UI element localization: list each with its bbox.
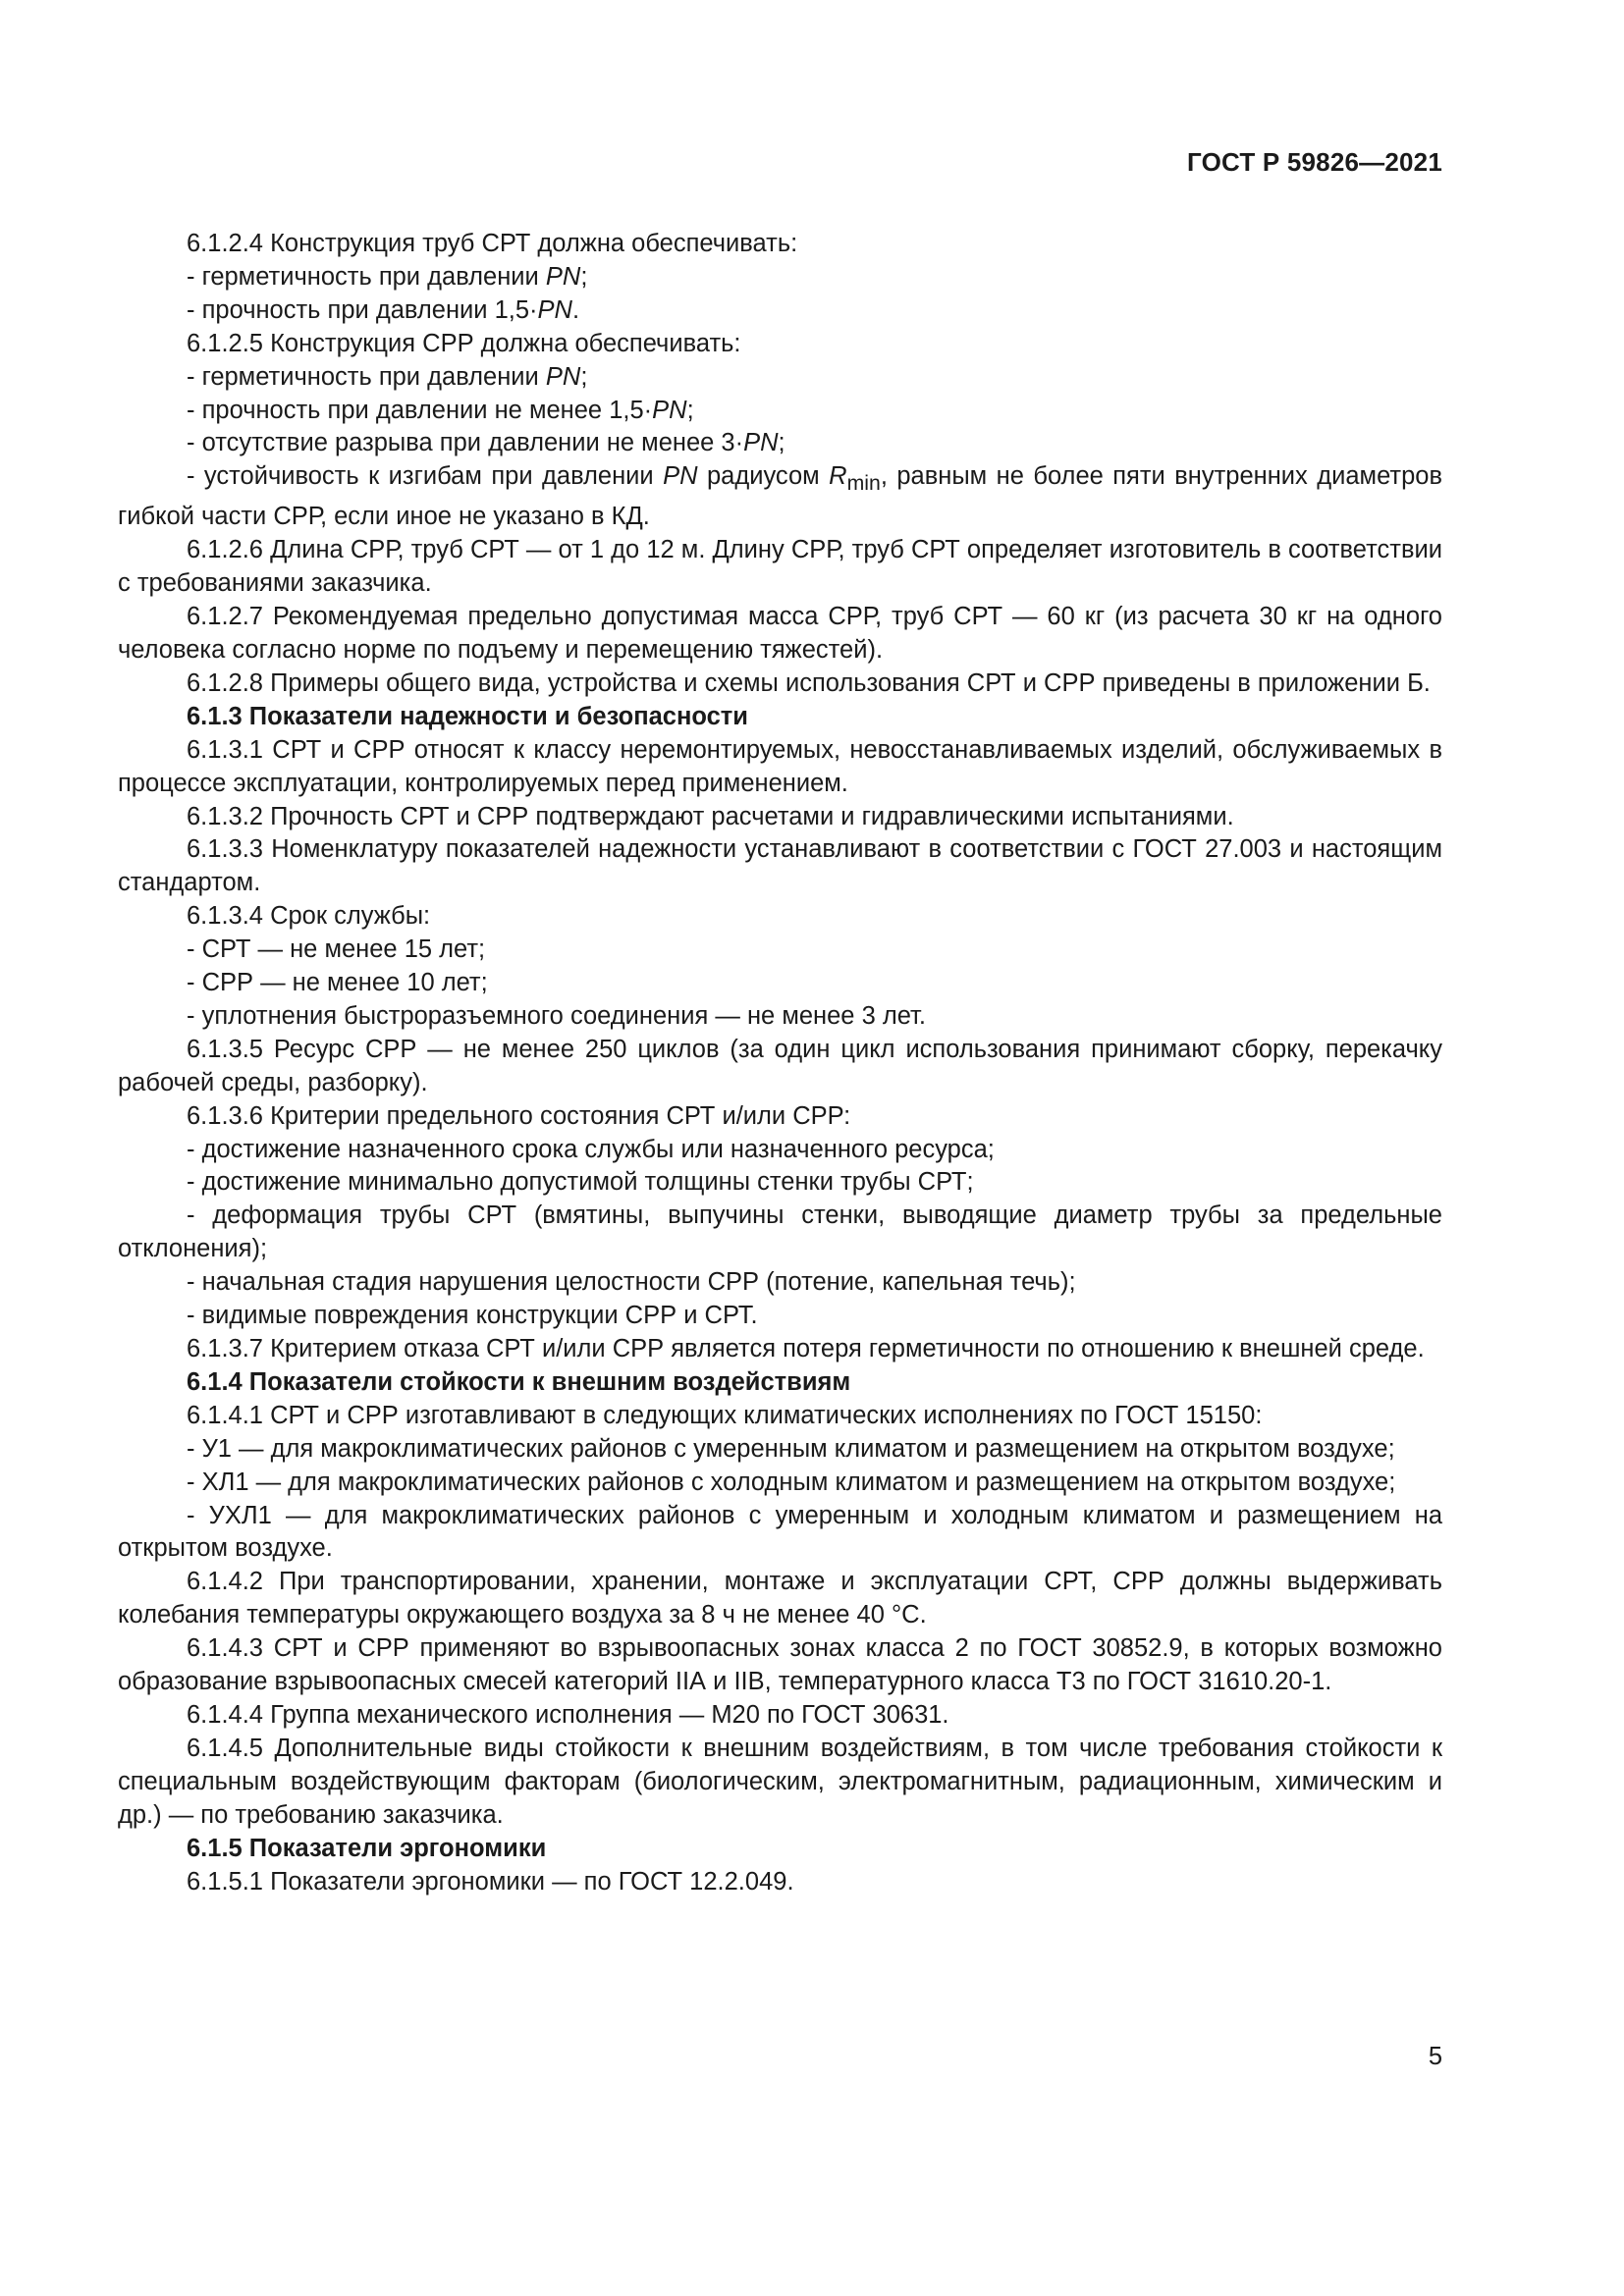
paragraph: - достижение назначенного срока службы или назначенного ресурса;	[187, 1135, 995, 1163]
paragraph: 6.1.2.5 Конструкция СРР должна обеспечивать:	[187, 329, 741, 357]
section-heading: 6.1.4 Показатели стойкости к внешним воздействиям	[187, 1367, 851, 1396]
paragraph: 6.1.3.7 Критерием отказа СРТ и/или СРР является потеря герметичности по отношению к внешней среде.	[187, 1335, 1425, 1362]
paragraph: 6.1.3.4 Срок службы:	[187, 902, 431, 931]
paragraph: - устойчивость к изгибам при давлении PN радиусом $R_{min}$, равным не более пяти внутренних диаметров гибкой части СРР, если иное не указано в КД.	[118, 462, 1443, 531]
paragraph: 6.1.5.1 Показатели эргономики — по ГОСТ 12.2.049.	[187, 1867, 794, 1896]
paragraph: - СРР — не менее 10 лет;	[187, 969, 488, 997]
paragraph: 6.1.4.3 СРТ и СРР применяют во взрывоопасных зонах класса 2 по ГОСТ 30852.9, в которых возможно образование взрывоопасных смесей категорий IIА и IIВ, температурного класса Т3 по ГОСТ 31610.20-1.	[118, 1634, 1442, 1696]
paragraph: - ХЛ1 — для макроклиматических районов с холодным климатом и размещением на открытом воздухе;	[187, 1468, 1396, 1496]
paragraph: - уплотнения быстроразъемного соединения — не менее 3 лет.	[187, 1001, 926, 1030]
paragraph: - отсутствие разрыва при давлении не менее 3·PN;	[187, 429, 785, 457]
paragraph: - достижение минимально допустимой толщины стенки трубы СРТ;	[187, 1168, 974, 1197]
paragraph: - начальная стадия нарушения целостности СРР (потение, капельная течь);	[187, 1268, 1076, 1297]
paragraph: - прочность при давлении не менее 1,5·PN;	[187, 396, 694, 424]
paragraph: 6.1.2.4 Конструкция труб СРТ должна обеспечивать:	[187, 230, 798, 257]
page-number: 5	[1428, 2043, 1442, 2070]
paragraph: 6.1.3.1 СРТ и СРР относят к классу неремонтируемых, невосстанавливаемых изделий, обслуживаемых в процессе эксплуатации, контролируемых перед применением.	[118, 735, 1442, 797]
paragraph: - видимые повреждения конструкции СРР и СРТ.	[187, 1302, 758, 1330]
paragraph: - герметичность при давлении PN;	[187, 262, 588, 291]
paragraph: - герметичность при давлении PN;	[187, 362, 588, 391]
paragraph: - У1 — для макроклиматических районов с умеренным климатом и размещением на открытом воздухе;	[187, 1434, 1395, 1463]
document-code-header: ГОСТ Р 59826—2021	[1187, 147, 1442, 177]
paragraph: 6.1.2.8 Примеры общего вида, устройства и схемы использования СРТ и СРР приведены в приложении Б.	[187, 668, 1431, 697]
section-heading: 6.1.5 Показатели эргономики	[187, 1834, 547, 1862]
paragraph: 6.1.3.2 Прочность СРТ и СРР подтверждают расчетами и гидравлическими испытаниями.	[187, 802, 1234, 830]
document-body	[118, 228, 1442, 1898]
paragraph: 6.1.3.6 Критерии предельного состояния СРТ и/или СРР:	[187, 1101, 851, 1130]
paragraph: 6.1.3.5 Ресурс СРР — не менее 250 циклов (за один цикл использования принимают сборку, перекачку рабочей среды, разборку).	[118, 1035, 1442, 1096]
paragraph: - УХЛ1 — для макроклиматических районов с умеренным и холодным климатом и размещением на открытом воздухе.	[118, 1501, 1442, 1563]
paragraph: 6.1.3.3 Номенклатуру показателей надежности устанавливают в соответствии с ГОСТ 27.003 и настоящим стандартом.	[118, 835, 1442, 897]
paragraph: 6.1.4.1 СРТ и СРР изготавливают в следующих климатических исполнениях по ГОСТ 15150:	[187, 1401, 1263, 1429]
paragraph: - деформация трубы СРТ (вмятины, выпучины стенки, выводящие диаметр трубы за предельные отклонения);	[118, 1201, 1442, 1263]
paragraph: 6.1.4.5 Дополнительные виды стойкости к внешним воздействиям, в том числе требования стойкости к специальным воздействующим факторам (биологическим, электромагнитным, радиационным, химическим и др.) — по требованию заказчика.	[118, 1734, 1442, 1829]
paragraph: 6.1.4.2 При транспортировании, хранении, монтаже и эксплуатации СРТ, СРР должны выдерживать колебания температуры окружающего воздуха за 8 ч не менее 40 °С.	[118, 1568, 1442, 1629]
paragraph: - СРТ — не менее 15 лет;	[187, 935, 486, 964]
paragraph: 6.1.4.4 Группа механического исполнения — М20 по ГОСТ 30631.	[187, 1700, 949, 1729]
paragraph: - прочность при давлении 1,5·PN.	[187, 295, 580, 324]
section-heading: 6.1.3 Показатели надежности и безопасности	[187, 702, 748, 730]
paragraph: 6.1.2.7 Рекомендуемая предельно допустимая масса СРР, труб СРТ — 60 кг (из расчета 30 кг на одного человека согласно норме по подъему и перемещению тяжестей).	[118, 603, 1442, 664]
paragraph: 6.1.2.6 Длина СРР, труб СРТ — от 1 до 12 м. Длину СРР, труб СРТ определяет изготовитель в соответствии с требованиями заказчика.	[118, 536, 1442, 598]
